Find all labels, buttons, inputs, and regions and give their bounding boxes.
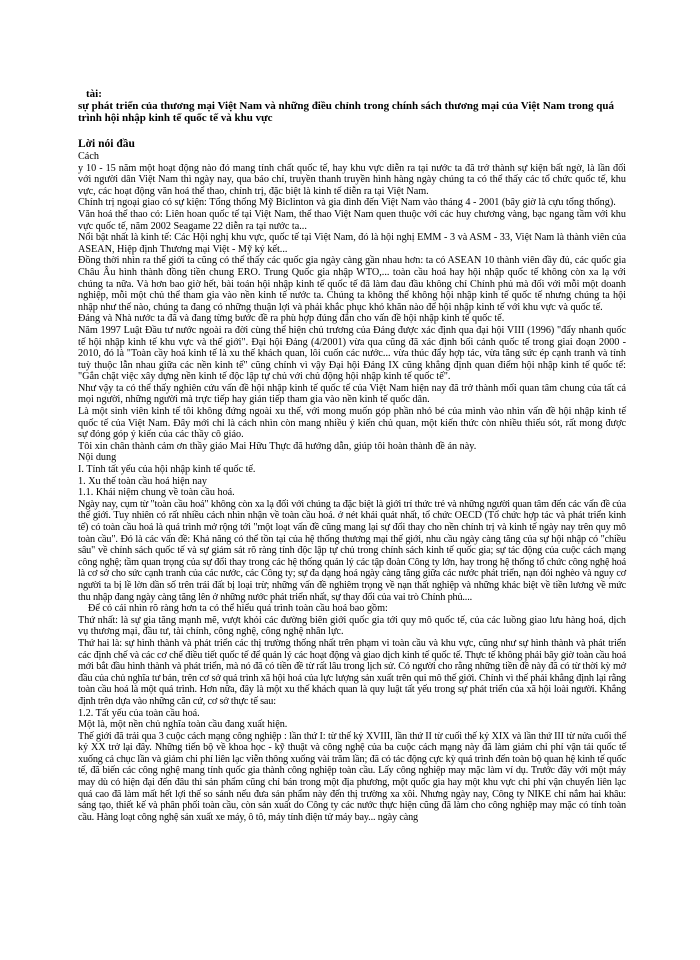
paragraph: Nổi bật nhất là kinh tế: Các Hội nghị khu vực, quốc tế tại Việt Nam, đó là hội nghị EMM - 3 và ASM - 33, Việt Nam là thành viên của ASEAN, Hiệp định Thương mại Việt - Mỹ ký kết... [78, 232, 627, 255]
doc-label: tài: [86, 88, 102, 100]
paragraph: Văn hoá thể thao có: Liên hoan quốc tế tại Việt Nam, thể thao Việt Nam quen thuộc với các huy chương vàng, bạc ngang tầm với khu vực quốc tế, năm 2002 Seagame 22 diễn ra tại nước ta... [78, 208, 626, 232]
paragraph: Một là, một nền chủ nghĩa toàn cầu đang xuất hiện. [78, 719, 288, 731]
paragraph: Ngày nay, cụm từ "toàn cầu hoá" không còn xa lạ đối với chúng ta đặc biệt là giới trí thức trẻ và những người quan tâm đến các vấn đề của thế giới. Tuy nhiên có rất nhiều cách nhìn nhận về toàn cầu hoá. ở nét khái quát nhất, tổ chức OECD (Tổ chức hợp tác và phát triển kinh tế) có toàn cầu hoá là quá trình mở rộng tới "một loạt vấn đề cũng mang lại sự đổi thay cho nền chính trị và kinh tế ngày nay trên quy mô toàn cầu". Đó là các vấn đề: Khả năng có thể tồn tại của hệ thống thương mại thế giới, nhu cầu ngày càng tăng của sự hội nhập có "chiều sâu" về chính sách quốc tế và sự giám sát rõ ràng tính độc lập tự chủ trong chính sách kinh tế quốc gia; sự tác động của cuộc cách mạng công nghệ; tầm quan trọng của sự đổi thay trong các hệ thống quản lý các tập đoàn Công ty lớn, hay trong hệ thống tổ chức công nghệ hoá là cơ sở cho sức cạnh tranh của các nước, các Công ty; sự đa dạng hoá ngày càng tăng giữa các nước phát triển, nạn đói nghèo và nguy cơ người ta bị lề lờn dần số trên trái đất bị loại trừ; những vấn đề nghiêm trọng về nạn thất nghiệp và những khác biệt về tiền lương về mức thu nhập đang ngày càng tăng lên ở những nước phát triển nhất, sự thay đổi của vai trò Chính phủ.... [78, 498, 626, 603]
paragraph: Năm 1997 Luật Đầu tư nước ngoài ra đời cùng thể hiện chủ trương của Đảng được xác định qua đại hội VIII (1996) "đẩy nhanh quốc tế hội nhập kinh tế khu vực và thế giới". Đại hội Đảng (4/2001) vừa qua cũng đã xác định bối cảnh quốc tế trong giai đoạn 2000 - 2010, đó là "Toàn cầy hoá kinh tế là xu thế khách quan, lôi cuốn các nước... vừa thúc đẩy hợp tác, vừa tăng sức ép cạnh tranh và tính tuỳ thuộc lẫn nhau giữa các nền kinh tế" cũng chính vì vậy Đại hội Đảng IX cũng khẳng định quan điểm hội nhập kinh tế quốc tế: "Gắn chặt việc xây dựng nền kinh tế độc lập tự chủ với chủ động hội nhập kinh tế quốc tế". [78, 324, 626, 383]
intro-sub: Cách [78, 151, 99, 162]
paragraph: Thế giới đã trải qua 3 cuộc cách mạng công nghiệp : lần thứ I: từ thế kỷ XVIII, lần thứ II từ cuối thế kỷ XIX và lần thứ III từ nửa cuối thế kỷ XX trở lại đây. Những tiến bộ về khoa học - kỹ thuật và công nghệ của ba cuộc cách mạng này đã làm giảm chi phí vận tải quốc tế xuống cả chục lần và giảm chi phí liên lạc viễn thông xuống vài trăm lần; đã có tác động cực kỳ quá trình đến toàn bộ quan hệ kinh tế quốc tế, đã biến các công nghệ mang tính quốc gia thành công nghiệp toàn cầu. Lấy công nghiệp may mặc làm ví dụ. Trước đây với một máy may dù có hiện đại đến đâu thì sản phẩm cũng chỉ bán trong một địa phương, một quốc gia hay một khu vực chi phí vận chuyển liên lạc quá cao đã làm mất hết lợi thế so sánh nếu đưa sản phẩm này đến thị trường xa xôi. Nhưng ngày nay, Công ty NIKE chỉ nắm hai khâu: sáng tạo, thiết kế và phân phối toàn cầu, còn sản xuất do Công ty các nước thực hiện cũng đã làm cho công nghiệp may mặc có tính toàn cầu. Hàng loạt công nghệ sản xuất xe máy, ô tô, máy tính điện tử máy bay... ngày càng [78, 730, 626, 823]
subsection-heading: 1.1. Khái niệm chung về toàn cầu hoá. [78, 487, 235, 499]
subsection-heading: 1. Xu thế toàn cầu hoá hiện nay [78, 475, 208, 487]
chapter-heading: I. Tính tất yếu của hội nhập kinh tế quốc tế. [78, 464, 256, 476]
intro-body [78, 163, 626, 453]
paragraph: Chính trị ngoại giao có sự kiện: Tổng thống Mỹ Biclinton và gia đình đến Việt Nam vào tháng 4 - 2001 (bây giờ là cựu tổng thống). [78, 197, 616, 209]
paragraph: Để có cái nhìn rõ ràng hơn ta có thể hiểu quá trình toàn cầu hoá bao gồm: [88, 603, 388, 615]
paragraph: Như vậy ta có thể thấy nghiên cứu vấn đề hội nhập kinh tế quốc tế của Việt Nam hiện nay đã trở thành mối quan tâm chung của tất cả mọi người, những người mà trực tiếp hay gián tiếp tham gia vào nền kinh tế quốc dân. [78, 382, 626, 406]
paragraph: Tôi xin chân thành cảm ơn thầy giáo Mai Hữu Thực đã hướng dẫn, giúp tôi hoàn thành đề án này. [78, 440, 477, 452]
paragraph: Đồng thời nhìn ra thế giới ta cũng có thể thấy các quốc gia ngày càng gần nhau hơn: ta có ASEAN 10 thành viên đầy đủ, các quốc gia Châu Âu hình thành đồng tiền chung ERO. Trung Quốc gia nhập WTO,... toàn cầu hoá hay hội nhập quốc tế không còn xa lạ với chúng ta nữa. Và hơn bao giờ hết, bài toán hội nhập kinh tế quốc tế đã làm đau đầu không chỉ Chính phủ mà đối với mỗi một doanh nghiệp, mỗi một chủ thể tham gia vào nền kinh tế nước ta. Chúng ta không thể không hội nhập kinh tế quốc tế nhưng chúng ta hội nhập như thế nào, chúng ta đang có những thuận lợi và phải khắc phục khó khăn nào để hội nhập kinh tế với khu vực và quốc tế. [78, 255, 626, 313]
paragraph: Đảng và Nhà nước ta đã và đang từng bước đề ra phù hợp đúng đắn cho vấn đề hội nhập kinh tế quốc tế. [78, 313, 505, 325]
document-page [78, 88, 626, 823]
paragraph: Thứ hai là: sự hình thành và phát triển các thị trường thống nhất trên phạm vi toàn cầu và khu vực, cũng như sự hình thành và phát triển các định chế và các cơ chế điều tiết quốc tế để quản lý các hoạt động và giao dịch kinh tế quốc tế. Thực tế không phải bây giờ toàn cầu hoá mới bắt đầu hình thành và phát triển, mà nó đã có tiền đề từ rất lâu trong lịch sử. Có người cho rằng những tiền đề này đã có từ thời kỳ mở đầu của chủ nghĩa tư bản, trên cơ sở quá trình xã hội hoá của lực lượng sản xuất trên qui mô thế giới. Chính vì thế phải khẳng định lại rằng toàn cầu hoá là một quá trình. Hơn nữa, đây là một xu thế khách quan là quy luật tất yếu trong sự phát triển của xã hội loài người. Khẳng định trên dựa vào những căn cứ, cơ sở thực tế sau: [78, 637, 626, 707]
subsection-heading: 1.2. Tất yếu của toàn cầu hoá. [78, 707, 200, 719]
doc-title: sự phát triển của thương mại Việt Nam và những điều chỉnh trong chính sách thương mại của Việt Nam trong quá trình hội nhập kinh tế quốc tế và khu vực [78, 100, 614, 124]
paragraph: Thứ nhất: là sự gia tăng mạnh mẽ, vượt khỏi các đường biên giới quốc gia tới quy mô quốc tế, của các luồng giao lưu hàng hoá, dịch vụ thương mại, đầu tư, tài chính, công nghệ, công nghệ nhân lực. [78, 614, 626, 638]
content-heading: Nội dung [78, 452, 117, 464]
paragraph: Là một sinh viên kinh tế tôi không đứng ngoài xu thế, với mong muốn góp phần nhỏ bé của mình vào nhìn vấn đề hội nhập kinh tế quốc tế của Việt Nam. Đây mới chỉ là cách nhìn còn mang nhiều ý kiến chủ quan, một kiến thức còn nhiều thiếu sót, rất mong được sự đóng góp ý kiến của các thầy cô giáo. [78, 406, 626, 441]
paragraph: y 10 - 15 năm một hoạt động nào đó mang tính chất quốc tế, hay khu vực diễn ra tại nước ta đã trở thành sự kiện bất ngờ, là lần đối với người dân Việt Nam thì ngày nay, qua báo chí, truyền thanh truyền hình hàng ngày chúng ta có thể thấy các tổ chức quốc tế, khu vực, các hoạt động văn hoá thể thao, chính trị, đặc biệt là kinh tế diễn ra tại Việt Nam. [78, 162, 626, 197]
content-body [78, 452, 626, 823]
intro-title: Lời nói đầu [78, 138, 135, 150]
